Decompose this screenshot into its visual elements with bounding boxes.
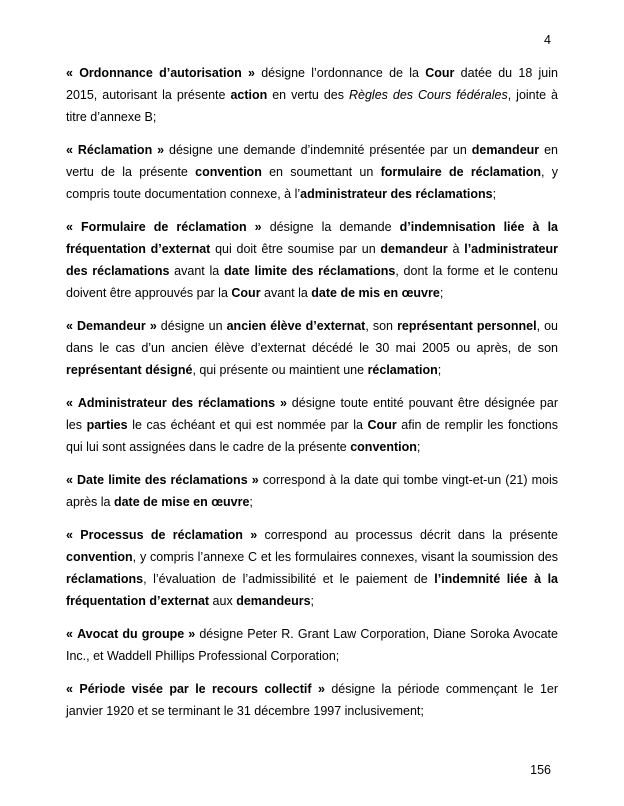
text-run: désigne la période commençant le 1er janvier 1920 et se terminant le 31 décembre 1997 inclusivement; (66, 682, 559, 718)
text-run: date limite des réclamations (224, 264, 396, 278)
text-run: ancien élève d’externat (226, 319, 366, 333)
definition-formulaire-de-reclamation (66, 216, 558, 304)
text-run: , jointe à titre d’annexe B; (66, 88, 558, 124)
text-run: ; (310, 594, 315, 608)
text-run: l’administrateur des réclamations (66, 242, 559, 278)
text-run: en soumettant un (261, 165, 381, 179)
text-run: demandeur (471, 143, 540, 157)
text-run: ; (249, 495, 253, 509)
text-run: ; (492, 187, 497, 201)
text-run: Cour (425, 66, 455, 80)
text-run: date de mis en œuvre (311, 286, 440, 300)
text-run: ; (416, 440, 421, 454)
text-run: représentant désigné (66, 363, 193, 377)
text-run: afin de remplir les fonctions qui lui sont assignées dans le cadre de la présente (66, 418, 558, 454)
text-run: administrateur des réclamations (300, 187, 493, 201)
text-run: date de mise en œuvre (113, 495, 250, 509)
text-run: convention (195, 165, 262, 179)
text-run: « Avocat du groupe » (66, 627, 196, 641)
page-number-top: 4 (544, 33, 551, 47)
text-run: réclamations (66, 572, 144, 586)
text-run: qui doit être soumise par un (210, 242, 381, 256)
text-run: représentant personnel (397, 319, 537, 333)
text-run: aux (209, 594, 237, 608)
text-run: convention (350, 440, 417, 454)
text-run: Cour (367, 418, 397, 432)
definition-demandeur (66, 315, 558, 381)
text-run: le cas échéant et qui est nommée par la (127, 418, 368, 432)
text-run: , l’évaluation de l’admissibilité et le paiement de (143, 572, 435, 586)
text-run: avant la (169, 264, 225, 278)
text-run: réclamation (367, 363, 438, 377)
text-run: ; (439, 286, 444, 300)
text-run: , y compris l’annexe C et les formulaires connexes, visant la soumission des (132, 550, 558, 564)
page-number-bottom: 156 (530, 763, 551, 777)
text-run: « Réclamation » (66, 143, 165, 157)
definition-ordonnance-autorisation (66, 62, 558, 128)
text-run: , son (365, 319, 398, 333)
text-run: ; (437, 363, 442, 377)
text-run: , ou dans le cas d’un ancien élève d’externat décédé le 30 mai 2005 ou après, de son (66, 319, 559, 355)
text-run: correspond à la date qui tombe vingt-et-un (21) mois après la (66, 473, 559, 509)
text-run: « Ordonnance d’autorisation » (66, 66, 255, 80)
text-run: formulaire de réclamation (380, 165, 541, 179)
text-run: en vertu des (267, 88, 349, 102)
text-run: « Période visée par le recours collectif » (66, 682, 325, 696)
definition-avocat-du-groupe (66, 623, 558, 667)
text-run: désigne toute entité pouvant être désignée par les (66, 396, 558, 432)
text-run: , qui présente ou maintient une (192, 363, 368, 377)
text-run: datée du 18 juin 2015, autorisant la présente (66, 66, 558, 102)
text-run: Cour (231, 286, 261, 300)
text-run: Règles des Cours fédérales (348, 88, 508, 102)
text-run: , dont la forme et le contenu doivent être approuvés par la (66, 264, 558, 300)
definition-periode-visee-recours-collectif (66, 678, 558, 722)
definition-administrateur-des-reclamations (66, 392, 558, 458)
text-run: l’indemnité liée à la fréquentation d’externat (66, 572, 558, 608)
text-run: convention (66, 550, 133, 564)
text-run: en vertu de la présente (66, 143, 558, 179)
text-run: désigne un (156, 319, 227, 333)
text-run: à (447, 242, 465, 256)
document-content (66, 62, 558, 722)
text-run: demandeurs (236, 594, 311, 608)
text-run: demandeur (380, 242, 448, 256)
text-run: « Administrateur des réclamations » (66, 396, 287, 410)
text-run: désigne la demande (261, 220, 400, 234)
text-run: avant la (260, 286, 312, 300)
text-run: « Date limite des réclamations » (66, 473, 259, 487)
text-run: correspond au processus décrit dans la présente (257, 528, 558, 542)
definition-processus-de-reclamation (66, 524, 558, 612)
definition-date-limite-des-reclamations (66, 469, 558, 513)
definition-reclamation (66, 139, 558, 205)
text-run: « Demandeur » (66, 319, 157, 333)
text-run: désigne l’ordonnance de la (254, 66, 426, 80)
text-run: parties (86, 418, 128, 432)
text-run: action (230, 88, 268, 102)
text-run: désigne Peter R. Grant Law Corporation, Diane Soroka Avocate Inc., et Waddell Phillips Professional Corporation; (66, 627, 558, 663)
text-run: « Processus de réclamation » (66, 528, 258, 542)
text-run: désigne une demande d’indemnité présentée par un (164, 143, 472, 157)
text-run: « Formulaire de réclamation » (66, 220, 262, 234)
text-run: , y compris toute documentation connexe, à l’ (66, 165, 558, 201)
text-run: d’indemnisation liée à la fréquentation d’externat (66, 220, 559, 256)
